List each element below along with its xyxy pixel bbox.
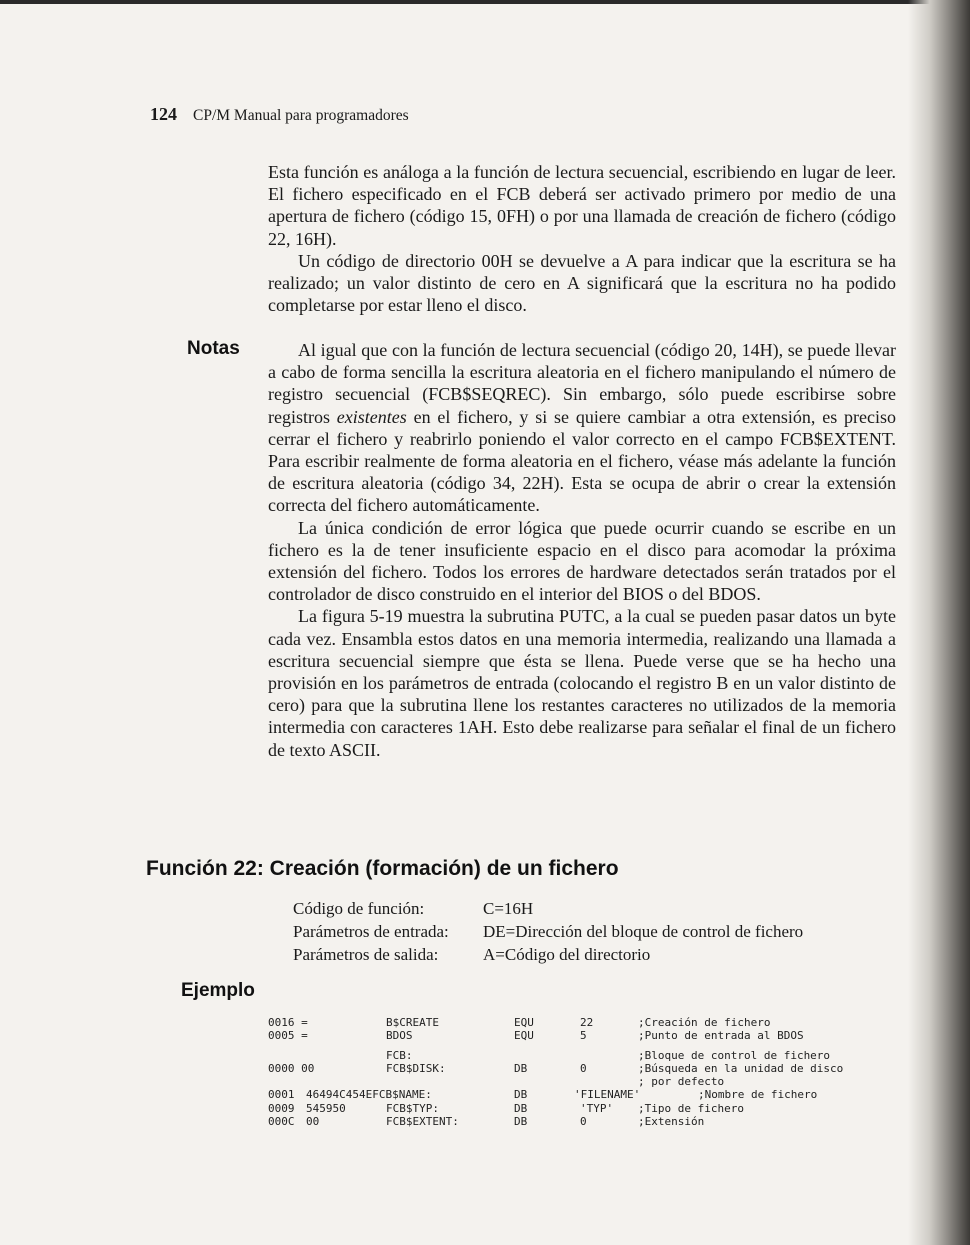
page-number: 124 — [150, 104, 177, 124]
code-op: DB — [514, 1115, 528, 1129]
text-run: Al igual que con la función de lectura secuencial (código 20, 14H), se puede llevar a cabo de forma sencilla la escritura aleatoria en el fichero manipulando el número de registro secuencial (FCB$SEQREC). Sin embargo, sólo puede escribirse sobre registros — [268, 340, 896, 427]
code-label: BDOS — [386, 1029, 413, 1043]
code-arg: 0 — [580, 1061, 587, 1075]
param-value: DE=Dirección del bloque de control de fichero — [483, 922, 804, 941]
paragraph — [268, 339, 896, 517]
running-title: CP/M Manual para programadores — [193, 107, 409, 124]
code-op: EQU — [514, 1016, 534, 1029]
code-hex: 46494C454EFCB$NAME: — [306, 1088, 432, 1102]
code-comment: ;Bloque de control de fichero — [638, 1048, 831, 1062]
page-header — [150, 104, 409, 125]
text-run: en el fichero, y si se quiere cambiar a otra extensión, es preciso cerrar el fichero y reabrirlo poniendo el valor correcto en el campo FCB$EXTENT. Para escribir realmente de forma aleatoria en el fichero, véase más adelante la función de escritura aleatoria (código 34, 22H). Esta se ocupa de abrir o crear la extensión correcta del fichero automáticamente. — [268, 406, 896, 516]
param-label: Parámetros de salida: — [293, 945, 439, 964]
function-parameters — [293, 897, 803, 966]
param-row — [293, 920, 803, 943]
code-hex: 00 — [306, 1115, 320, 1129]
param-label: Parámetros de entrada: — [293, 922, 449, 941]
paragraph: Esta función es análoga a la función de lectura secuencial, escribiendo en lugar de leer. El fichero especificado en el FCB deberá ser activado primero por medio de una apertura de fichero (código 15, 0FH) o por una llamada de creación de fichero (código 22, 16H). — [268, 162, 896, 249]
param-value: A=Código del directorio — [483, 945, 651, 964]
param-row — [293, 943, 803, 966]
code-op: DB — [514, 1061, 528, 1075]
notas-heading: Notas — [187, 338, 240, 359]
code-label: FCB$EXTENT: — [386, 1115, 459, 1129]
emphasis: existentes — [336, 406, 407, 427]
code-op: EQU — [514, 1029, 534, 1043]
function-heading: Función 22: Creación (formación) de un fichero — [146, 857, 619, 880]
code-comment: ; por defecto — [638, 1075, 725, 1089]
code-addr: 0009 — [268, 1101, 295, 1115]
code-addr: 000C — [268, 1115, 295, 1129]
param-value: C=16H — [483, 899, 534, 918]
code-comment: ;Punto de entrada al BDOS — [638, 1029, 804, 1043]
code-comment: ;Búsqueda en la unidad de disco — [638, 1061, 844, 1075]
code-hex: 545950 — [306, 1101, 346, 1115]
code-arg: 0 — [580, 1115, 587, 1129]
code-addr: 0005 = — [268, 1029, 308, 1043]
paragraph: La única condición de error lógica que puede ocurrir cuando se escribe en un fichero es la de tener insuficiente espacio en el disco para acomodar la próxima extensión del fichero. Todos los errores de hardware detectados serán tratados por el controlador de disco construido en el interior del BIOS o del BDOS. — [268, 517, 896, 605]
paragraph: Un código de directorio 00H se devuelve a A para indicar que la escritura se ha realizado; un valor distinto de cero en A significará que la escritura no ha podido completarse por estar lleno el disco. — [268, 250, 896, 316]
code-comment: ;Tipo de fichero — [638, 1101, 744, 1115]
code-label: B$CREATE — [386, 1016, 439, 1029]
book-spine-shadow — [908, 0, 970, 1245]
paragraph: La figura 5-19 muestra la subrutina PUTC, a la cual se pueden pasar datos un byte cada vez. Ensambla estos datos en una memoria intermedia, realizando una llamada a escritura secuencial siempre que ésta se llena. Puede verse que se ha hecho una provisión en los parámetros de entrada (colocando el registro B en un valor distinto de cero) para que la subrutina llene los restantes caracteres no utilizados de la memoria intermedia con caracteres 1AH. Esto debe realizarse para señalar el final de un fichero de texto ASCII. — [268, 606, 896, 760]
page-top-edge — [0, 0, 970, 4]
code-addr: 0016 = — [268, 1016, 308, 1029]
param-row — [293, 897, 803, 920]
code-addr: 0000 00 — [268, 1061, 315, 1075]
param-label: Código de función: — [293, 899, 425, 918]
notas-text — [268, 339, 896, 761]
code-label: FCB$DISK: — [386, 1061, 446, 1075]
code-arg: 22 — [580, 1016, 594, 1029]
code-arg: 5 — [580, 1029, 587, 1043]
ejemplo-heading: Ejemplo — [181, 980, 255, 1001]
code-op: DB — [514, 1088, 528, 1102]
code-op: DB — [514, 1101, 528, 1115]
code-comment: ;Extensión — [638, 1115, 705, 1129]
code-label: FCB$TYP: — [386, 1101, 439, 1115]
code-addr: 0001 — [268, 1088, 295, 1102]
code-comment: ;Creación de fichero — [638, 1016, 771, 1029]
intro-text — [268, 161, 896, 316]
code-arg: 'TYP' — [580, 1101, 614, 1115]
code-label: FCB: — [386, 1048, 413, 1062]
code-arg: 'FILENAME' — [574, 1088, 641, 1102]
code-comment: ;Nombre de fichero — [698, 1088, 818, 1102]
